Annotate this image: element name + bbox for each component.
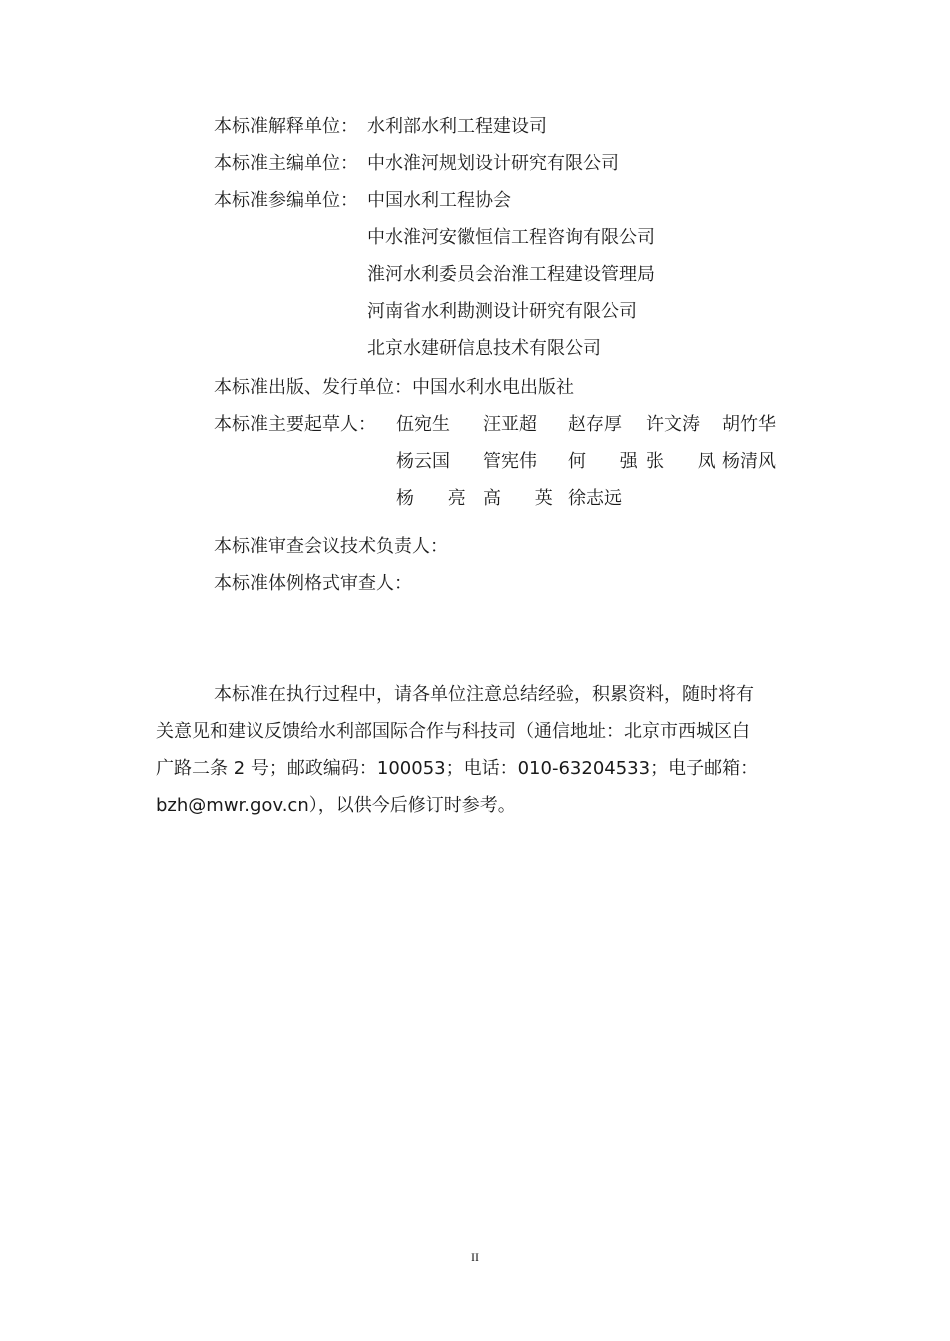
participating-unit-value: 淮河水利委员会治淮工程建设管理局: [367, 264, 655, 285]
drafters-label: 本标准主要起草人：: [214, 414, 376, 435]
drafter-name: 许文涛: [646, 414, 700, 435]
page-number: II: [471, 1250, 479, 1264]
notice-line: 本标准在执行过程中，请各单位注意总结经验，积累资料，随时将有: [214, 684, 754, 705]
participating-unit-value: 中水淮河安徽恒信工程咨询有限公司: [367, 227, 655, 248]
drafter-name: 杨清风: [722, 451, 776, 472]
drafter-name: 张 凤: [646, 451, 730, 472]
chief-editor-unit-label: 本标准主编单位：: [214, 153, 358, 174]
drafter-name: 杨云国: [396, 451, 450, 472]
drafter-name: 何 强: [568, 451, 652, 472]
participating-unit-value: 河南省水利勘测设计研究有限公司: [367, 301, 637, 322]
drafter-name: 管宪伟: [483, 451, 537, 472]
chief-editor-unit-value: 中水淮河规划设计研究有限公司: [367, 153, 619, 174]
format-reviewer-label: 本标准体例格式审查人：: [214, 573, 412, 594]
participating-unit-value: 中国水利工程协会: [367, 190, 511, 211]
participating-unit-value: 北京水建研信息技术有限公司: [367, 338, 601, 359]
drafter-name: 杨 亮: [396, 488, 480, 509]
interpretation-unit-value: 水利部水利工程建设司: [367, 116, 547, 137]
publisher-value: 中国水利水电出版社: [412, 377, 574, 398]
drafter-name: 赵存厚: [568, 414, 622, 435]
interpretation-unit-label: 本标准解释单位：: [214, 116, 358, 137]
publisher-row: [214, 377, 574, 399]
publisher-label: 本标准出版、发行单位：: [214, 377, 412, 398]
drafter-name: 伍宛生: [396, 414, 450, 435]
notice-line: 关意见和建议反馈给水利部国际合作与科技司（通信地址：北京市西城区白: [156, 721, 750, 742]
drafter-name: 徐志远: [568, 488, 622, 509]
participating-unit-label: 本标准参编单位：: [214, 190, 358, 211]
tech-lead-label: 本标准审查会议技术负责人：: [214, 536, 448, 557]
drafter-name: 胡竹华: [722, 414, 776, 435]
drafter-name: 汪亚超: [483, 414, 537, 435]
drafter-name: 高 英: [483, 488, 567, 509]
notice-line: 广路二条 2 号；邮政编码：100053；电话：010-63204533；电子邮箱：: [156, 758, 759, 779]
notice-line: bzh@mwr.gov.cn），以供今后修订时参考。: [156, 795, 516, 816]
